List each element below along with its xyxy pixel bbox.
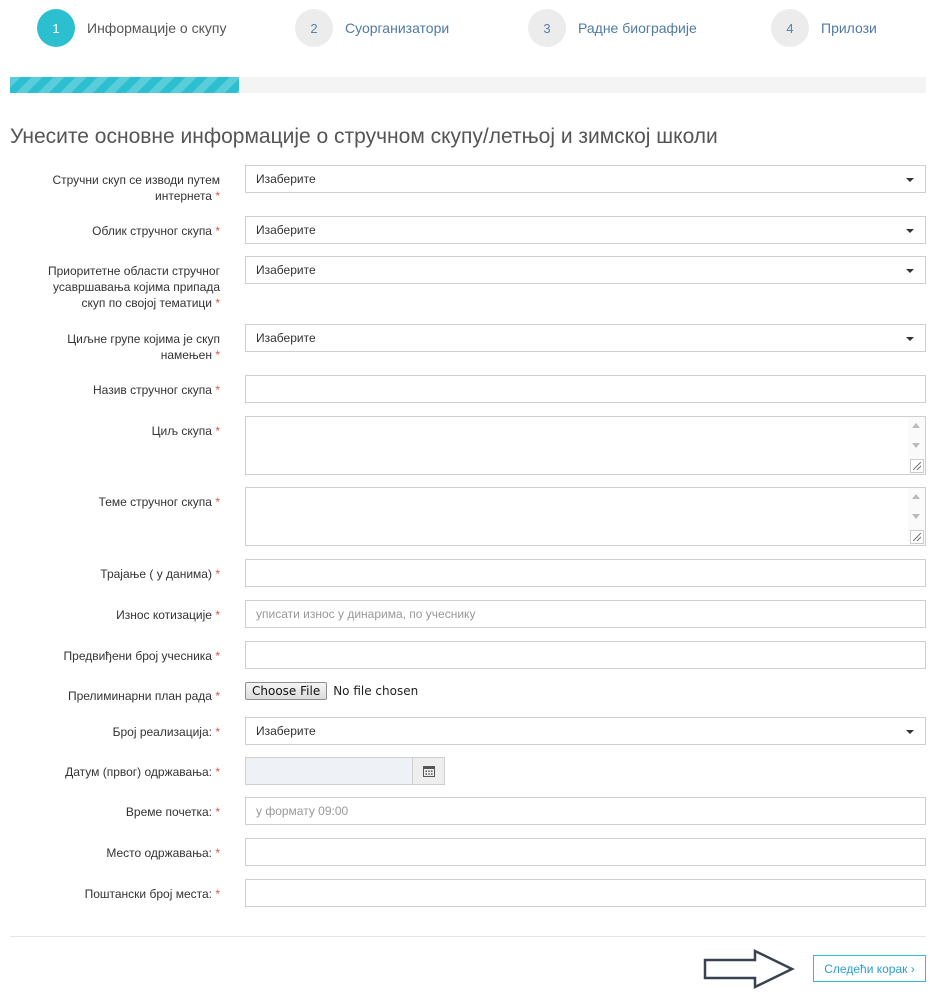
step-3-label: Радне биографије — [578, 20, 697, 36]
calendar-button[interactable] — [413, 757, 445, 785]
realizations-select-value: Изаберите — [256, 724, 316, 738]
field-duration-label: Трајање ( у данима) * — [100, 567, 220, 581]
step-1-number: 1 — [37, 9, 75, 47]
fee-input[interactable] — [245, 600, 926, 628]
step-4-label: Прилози — [821, 20, 877, 36]
field-fee-label: Износ котизације * — [116, 608, 220, 622]
scroll-down-icon[interactable] — [912, 443, 920, 448]
place-input[interactable] — [245, 838, 926, 866]
plan-file-input[interactable] — [245, 681, 418, 701]
field-plan-label: Прелиминарни план рада * — [67, 689, 220, 703]
field-goal-label: Циљ скупа * — [151, 424, 220, 438]
resize-handle-icon[interactable] — [910, 530, 924, 544]
field-start-time-label: Време почетка: * — [125, 805, 220, 819]
scrollbar[interactable] — [908, 417, 925, 474]
step-2-number: 2 — [295, 9, 333, 47]
priority-areas-select[interactable] — [245, 256, 926, 284]
caret-down-icon — [906, 337, 914, 341]
step-1[interactable] — [37, 9, 226, 47]
date-input[interactable] — [245, 757, 413, 785]
step-1-label: Информације о скупу — [87, 20, 227, 36]
form-type-select[interactable] — [245, 216, 926, 244]
resize-handle-icon[interactable] — [910, 459, 924, 473]
scroll-up-icon[interactable] — [912, 423, 920, 428]
field-postal-label: Поштански број места: * — [84, 887, 220, 901]
scrollbar[interactable] — [908, 488, 925, 545]
fee-placeholder: уписати износ у динарима, по учеснику — [256, 607, 476, 621]
participants-input[interactable] — [245, 641, 926, 669]
step-3-number: 3 — [528, 9, 566, 47]
form-title: Унесите основне информације о стручном скупу/летњој и зимској школи — [10, 125, 718, 148]
wizard-progress-bar — [10, 77, 926, 93]
start-time-input[interactable] — [245, 797, 926, 825]
form-type-select-value: Изаберите — [256, 223, 316, 237]
field-realizations-label: Број реализација: * — [112, 725, 220, 739]
divider — [10, 936, 926, 937]
postal-input[interactable] — [245, 879, 926, 907]
online-select-value: Изаберите — [256, 172, 316, 186]
date-picker — [245, 757, 445, 785]
wizard-steps — [0, 0, 937, 60]
caret-down-icon — [906, 730, 914, 734]
step-4-number: 4 — [771, 9, 809, 47]
calendar-icon — [423, 765, 435, 777]
field-priority-areas-label: Приоритетне области стручног усавршавања којима припада скуп по својој тематици * — [47, 264, 220, 310]
caret-down-icon — [906, 229, 914, 233]
field-target-groups-label: Циљне групе којима је скуп намењен * — [67, 332, 220, 362]
priority-areas-select-value: Изаберите — [256, 263, 316, 277]
file-status: No file chosen — [333, 684, 419, 698]
start-time-placeholder: у формату 09:00 — [256, 804, 349, 818]
topics-textarea[interactable] — [245, 487, 926, 546]
target-groups-select[interactable] — [245, 324, 926, 352]
target-groups-select-value: Изаберите — [256, 331, 316, 345]
online-select[interactable] — [245, 165, 926, 193]
step-2-label: Суорганизатори — [345, 20, 450, 36]
field-form-type-label: Облик стручног скупа * — [92, 224, 220, 238]
field-online-label: Стручни скуп се изводи путем интернета * — [52, 173, 220, 203]
step-3[interactable] — [528, 9, 697, 47]
next-step-button[interactable] — [813, 955, 926, 982]
field-topics-label: Теме стручног скупа * — [98, 495, 220, 509]
realizations-select[interactable] — [245, 717, 926, 745]
choose-file-button[interactable]: Choose File — [245, 682, 327, 700]
arrow-right-outline-icon — [703, 948, 795, 990]
field-place-label: Место одржавања: * — [106, 846, 220, 860]
step-4[interactable] — [771, 9, 877, 47]
next-step-label: Следећи корак — [824, 961, 908, 976]
step-2[interactable] — [295, 9, 449, 47]
field-name-label: Назив стручног скупа * — [93, 383, 220, 397]
scroll-down-icon[interactable] — [912, 514, 920, 519]
scroll-up-icon[interactable] — [912, 494, 920, 499]
duration-input[interactable] — [245, 559, 926, 587]
goal-textarea[interactable] — [245, 416, 926, 475]
field-date-label: Датум (првог) одржавања: * — [65, 765, 220, 779]
field-participants-label: Предвиђени број учесника * — [63, 649, 220, 663]
caret-down-icon — [906, 269, 914, 273]
name-input[interactable] — [245, 375, 926, 403]
wizard-progress-fill — [10, 77, 239, 93]
caret-down-icon — [906, 178, 914, 182]
chevron-right-icon: › — [910, 961, 915, 976]
